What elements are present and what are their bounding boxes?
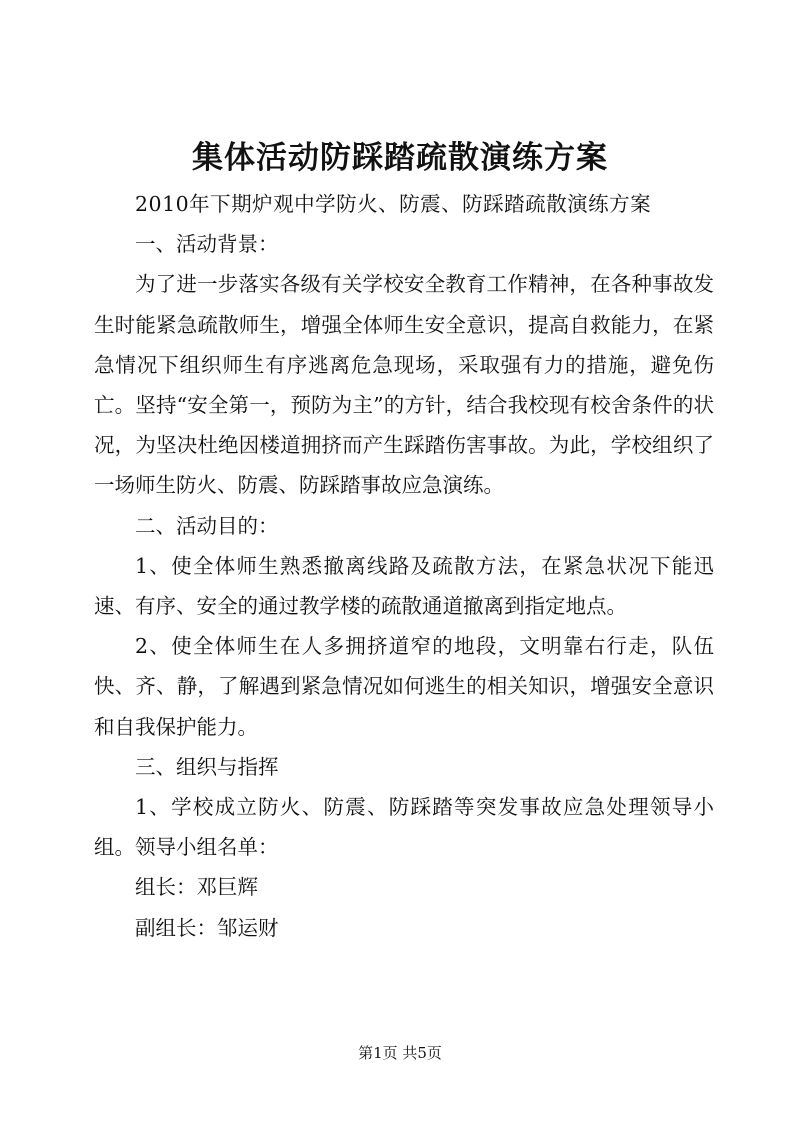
section-heading-background: 一、活动背景：: [135, 232, 279, 257]
document-body: [94, 184, 714, 948]
paragraph-background: 为了进一步落实各级有关学校安全教育工作精神，在各种事故发生时能紧急疏散师生，增强全体师生安全意识，提高自救能力，在紧急情况下组织师生有序逃离危急现场，采取强有力的措施，避免伤亡。坚持“安全第一，预防为主”的方针，结合我校现有校舍条件的状况，为坚决杜绝因楼道拥挤而产生踩踏伤害事故。为此，学校组织了一场师生防火、防震、防踩踏事故应急演练。: [94, 272, 714, 498]
page-number-footer: 第1页 共5页: [358, 1044, 442, 1062]
section-heading-purpose: 二、活动目的：: [135, 513, 279, 538]
paragraph-purpose-1: 1、使全体师生熟悉撤离线路及疏散方法，在紧急状况下能迅速、有序、安全的通过教学楼的疏散通道撤离到指定地点。: [94, 553, 714, 619]
paragraph-organization-1: 1、学校成立防火、防震、防踩踏等突发事故应急处理领导小组。领导小组名单：: [94, 795, 714, 860]
paragraph-purpose-2: 2、使全体师生在人多拥挤道窄的地段，文明靠右行走，队伍快、齐、静，了解遇到紧急情况如何逃生的相关知识，增强安全意识和自我保护能力。: [94, 634, 714, 739]
document-title: 集体活动防踩踏疏散演练方案: [192, 140, 608, 176]
deputy-team-leader: 副组长：邹运财: [135, 915, 279, 940]
section-heading-organization: 三、组织与指挥: [135, 754, 279, 779]
document-subtitle: 2010年下期炉观中学防火、防震、防踩踏疏散演练方案: [135, 192, 652, 216]
team-leader: 组长：邓巨辉: [135, 875, 258, 900]
